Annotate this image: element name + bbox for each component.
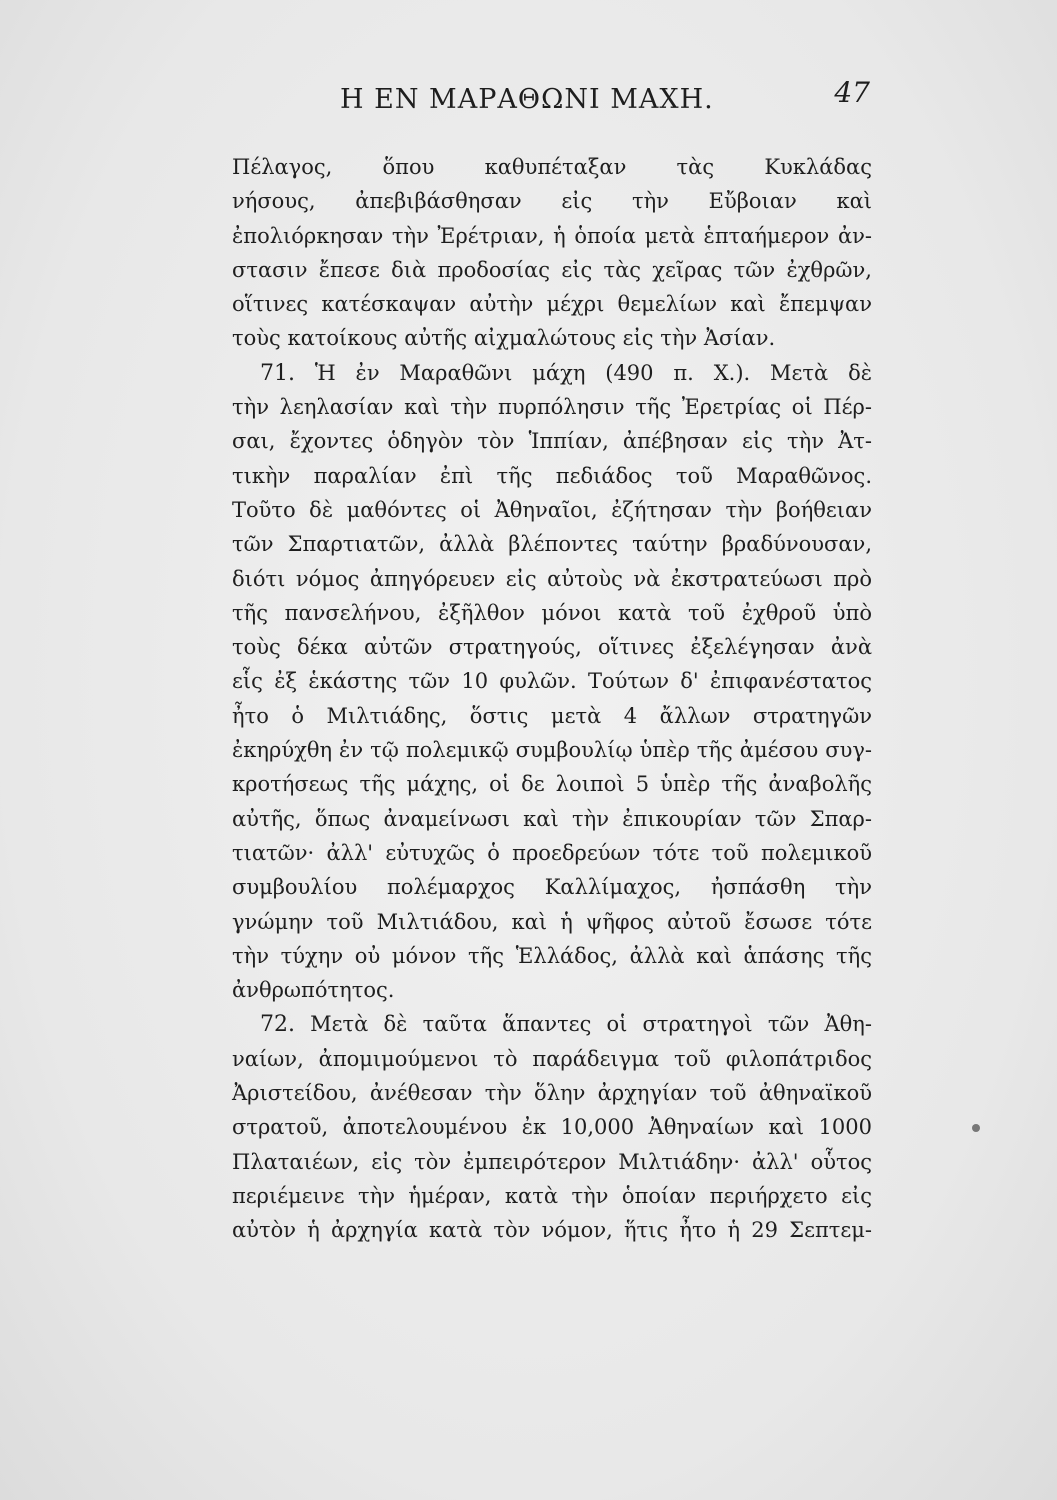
line-text: αὐτὸν ἡ ἀρχηγία κατὰ τὸν νόμον, ἥτις ἦτο ἡ 29 Σεπτεμ- xyxy=(232,1218,872,1243)
text-line xyxy=(232,219,872,253)
line-text: Ἡ ἐν Μαραθῶνι μάχη (490 π. Χ.). Μετὰ δὲ xyxy=(314,360,872,385)
text-line xyxy=(232,767,872,801)
line-text: τικὴν παραλίαν ἐπὶ τῆς πεδιάδος τοῦ Μαραθῶνος. xyxy=(232,463,872,488)
line-text: εἷς ἐξ ἑκάστης τῶν 10 φυλῶν. Τούτων δ' ἐπιφανέστατος xyxy=(232,669,872,694)
page-header xyxy=(230,76,870,124)
section-number: 72. xyxy=(260,1012,295,1038)
text-line xyxy=(232,424,872,458)
line-text: νήσους, ἀπεβιβάσθησαν εἰς τὴν Εὔβοιαν καὶ xyxy=(232,189,872,214)
line-text: ἐκηρύχθη ἐν τῷ πολεμικῷ συμβουλίῳ ὑπὲρ τῆς ἀμέσου συγ- xyxy=(232,738,872,763)
line-text: ἦτο ὁ Μιλτιάδης, ὅστις μετὰ 4 ἄλλων στρατηγῶν xyxy=(232,703,872,728)
line-text: Ἀριστείδου, ἀνέθεσαν τὴν ὅλην ἀρχηγίαν τοῦ ἀθηναϊκοῦ xyxy=(232,1081,872,1106)
text-line xyxy=(232,1179,872,1213)
line-text: τῆς πανσελήνου, ἐξῆλθον μόνοι κατὰ τοῦ ἐχθροῦ ὑπὸ xyxy=(232,600,872,625)
line-text: τοὺς κατοίκους αὐτῆς αἰχμαλώτους εἰς τὴν Ἀσίαν. xyxy=(232,326,776,351)
line-text: ἀνθρωπότητος. xyxy=(232,978,395,1003)
text-line xyxy=(232,1145,872,1179)
text-line xyxy=(232,493,872,527)
text-line xyxy=(232,905,872,939)
line-text: γνώμην τοῦ Μιλτιάδου, καὶ ἡ ψῆφος αὐτοῦ ἔσωσε τότε xyxy=(232,909,872,934)
text-line xyxy=(232,1110,872,1144)
line-text: τιατῶν· ἀλλ' εὐτυχῶς ὁ προεδρεύων τότε τοῦ πολεμικοῦ xyxy=(232,840,872,865)
text-line xyxy=(232,699,872,733)
text-line xyxy=(232,459,872,493)
text-line xyxy=(232,184,872,218)
section-number: 71. xyxy=(260,360,295,386)
line-text: Μετὰ δὲ ταῦτα ἅπαντες οἱ στρατηγοὶ τῶν Ἀθη- xyxy=(310,1012,872,1037)
text-line xyxy=(232,1042,872,1076)
line-text: Πλαταιέων, εἰς τὸν ἐμπειρότερον Μιλτιάδην· ἀλλ' οὗτος xyxy=(232,1149,872,1174)
line-text: συμβουλίου πολέμαρχος Καλλίμαχος, ἠσπάσθη τὴν xyxy=(232,875,872,900)
text-line xyxy=(232,939,872,973)
text-line xyxy=(232,836,872,870)
line-text: οἵτινες κατέσκαψαν αὐτὴν μέχρι θεμελίων καὶ ἔπεμψαν xyxy=(232,292,872,317)
paper-speck xyxy=(972,1124,980,1132)
line-text: ἐπολιόρκησαν τὴν Ἐρέτριαν, ἡ ὁποία μετὰ ἑπταήμερον ἀν- xyxy=(232,223,872,248)
text-line xyxy=(232,150,872,184)
line-text: ναίων, ἀπομιμούμενοι τὸ παράδειγμα τοῦ φιλοπάτριδος xyxy=(232,1046,872,1071)
line-text: τῶν Σπαρτιατῶν, ἀλλὰ βλέποντες ταύτην βραδύνουσαν, xyxy=(232,532,872,557)
page-number: 47 xyxy=(834,76,870,109)
text-line xyxy=(232,321,872,355)
line-text: στασιν ἔπεσε διὰ προδοσίας εἰς τὰς χεῖρας τῶν ἐχθρῶν, xyxy=(232,257,872,282)
text-line xyxy=(232,973,872,1007)
text-line xyxy=(232,870,872,904)
line-text: τοὺς δέκα αὐτῶν στρατηγούς, οἵτινες ἐξελέγησαν ἀνὰ xyxy=(232,635,872,660)
line-text: διότι νόμος ἀπηγόρευεν εἰς αὐτοὺς νὰ ἐκστρατεύωσι πρὸ xyxy=(232,566,872,591)
text-line xyxy=(232,802,872,836)
text-line xyxy=(232,733,872,767)
line-text: Πέλαγος, ὅπου καθυπέταξαν τὰς Κυκλάδας xyxy=(232,155,872,179)
line-text: σαι, ἔχοντες ὁδηγὸν τὸν Ἱππίαν, ἀπέβησαν εἰς τὴν Ἀτ- xyxy=(232,429,872,454)
line-text: Τοῦτο δὲ μαθόντες οἱ Ἀθηναῖοι, ἐζήτησαν τὴν βοήθειαν xyxy=(232,497,872,522)
text-line xyxy=(232,664,872,698)
text-line xyxy=(232,596,872,630)
line-text: κροτήσεως τῆς μάχης, οἱ δε λοιποὶ 5 ὑπὲρ τῆς ἀναβολῆς xyxy=(232,772,872,797)
text-line xyxy=(232,1007,872,1041)
line-text: περιέμεινε τὴν ἡμέραν, κατὰ τὴν ὁποίαν περιήρχετο εἰς xyxy=(232,1183,872,1208)
line-text: τὴν λεηλασίαν καὶ τὴν πυρπόλησιν τῆς Ἐρετρίας οἱ Πέρ- xyxy=(232,395,872,420)
line-text: στρατοῦ, ἀποτελουμένου ἐκ 10,000 Ἀθηναίων καὶ 1000 xyxy=(232,1115,872,1140)
text-line xyxy=(232,287,872,321)
text-line xyxy=(232,1213,872,1247)
text-line xyxy=(232,562,872,596)
body-text xyxy=(232,150,872,1248)
line-text: τὴν τύχην οὐ μόνον τῆς Ἑλλάδος, ἀλλὰ καὶ ἁπάσης τῆς xyxy=(232,943,872,968)
line-text: αὐτῆς, ὅπως ἀναμείνωσι καὶ τὴν ἐπικουρίαν τῶν Σπαρ- xyxy=(232,806,872,831)
text-line xyxy=(232,527,872,561)
text-line xyxy=(232,253,872,287)
text-line xyxy=(232,630,872,664)
running-title: Η ΕΝ ΜΑΡΑΘΩΝΙ ΜΑΧΗ. xyxy=(340,84,714,115)
text-line xyxy=(232,356,872,390)
text-line xyxy=(232,1076,872,1110)
text-line xyxy=(232,390,872,424)
